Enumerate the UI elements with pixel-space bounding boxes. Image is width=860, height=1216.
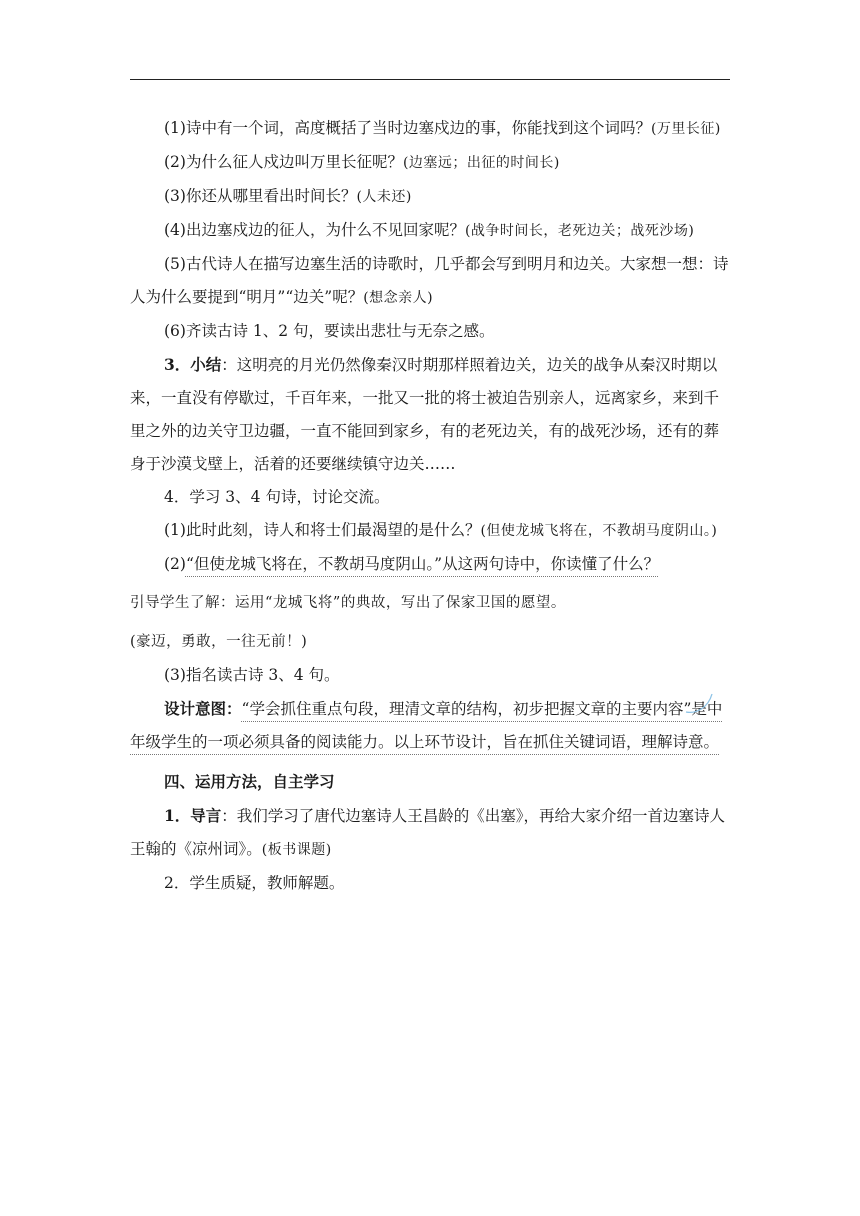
document-body — [130, 112, 732, 900]
answer-note: (想念亲人) — [363, 290, 434, 306]
step-4-question-1: (1)此时此刻，诗人和将士们最渴望的是什么？(但使龙城飞将在，不教胡马度阴山。) — [164, 521, 718, 539]
answer-note: (人未还) — [356, 189, 412, 205]
question-6: (6)齐读古诗 1、2 句，要读出悲壮与无奈之感。 — [164, 322, 495, 340]
question-2: (2)为什么征人戍边叫万里长征呢？(边塞远；出征的时间长) — [164, 153, 560, 171]
header-rule — [130, 79, 730, 80]
dotted-underline-text: “但使龙城飞将在，不教胡马度阴山。”从这两句诗中，你读懂了什么？ — [185, 555, 660, 573]
step-4-question-2: (2)“但使龙城飞将在，不教胡马度阴山。”从这两句诗中，你读懂了什么？ — [164, 555, 660, 573]
handwritten-note-1: 引导学生了解：运用“龙城飞将”的典故，写出了保家卫国的愿望。 — [130, 595, 566, 611]
section-4-title: 四、运用方法，自主学习 — [164, 772, 335, 791]
step-2: 2．学生质疑，教师解题。 — [164, 874, 345, 892]
design-intent — [130, 692, 732, 759]
answer-note: (万里长征) — [650, 121, 721, 137]
dotted-underline-text: “学会抓住重点句段，理清文章的结构，初步把握文章的主要内容”是中年级学生的一项必须具备的阅读能力。以上环节设计，旨在抓住关键词语，理解诗意。 — [130, 700, 723, 751]
handwritten-note-2: (豪迈，勇敢，一往无前！) — [130, 634, 308, 650]
answer-note: (板书课题) — [261, 842, 332, 858]
summary-paragraph: 3．小结：这明亮的月光仍然像秦汉时期那样照着边关，边关的战争从秦汉时期以来，一直没有停歇过，千百年来，一批又一批的将士被迫告别亲人，远离家乡，来到千里之外的边关守卫边疆，一直不能回到家乡，有的老死边关，有的战死沙场，还有的葬身于沙漠戈壁上，活着的还要继续镇守边关…… — [130, 355, 720, 473]
question-5: (5)古代诗人在描写边塞生活的诗歌时，几乎都会写到明月和边关。大家想一想：诗人为什么要提到“明月”“边关”呢？(想念亲人) — [130, 255, 729, 306]
design-label: 设计意图： — [164, 699, 242, 718]
pen-stroke-mark — [682, 690, 716, 720]
answer-note: (边塞远；出征的时间长) — [402, 155, 560, 171]
intro-paragraph: 1．导言：我们学习了唐代边塞诗人王昌龄的《出塞》，再给大家介绍一首边塞诗人王翰的《凉州词》。(板书课题) — [130, 806, 726, 858]
question-4: (4)出边塞戍边的征人，为什么不见回家呢？(战争时间长，老死边关；战死沙场) — [164, 221, 695, 239]
answer-note: (但使龙城飞将在，不教胡马度阴山。) — [480, 523, 718, 539]
question-3: (3)你还从哪里看出时间长？(人未还) — [164, 187, 412, 205]
question-1: (1)诗中有一个词，高度概括了当时边塞戍边的事，你能找到这个词吗？(万里长征) — [164, 119, 721, 137]
step-4-question-3: (3)指名读古诗 3、4 句。 — [164, 666, 340, 684]
intro-label: 1．导言 — [164, 806, 222, 825]
step-4-heading: 4．学习 3、4 句诗，讨论交流。 — [164, 488, 390, 506]
summary-label: 3．小结 — [164, 355, 222, 374]
answer-note: (战争时间长，老死边关；战死沙场) — [464, 223, 695, 239]
